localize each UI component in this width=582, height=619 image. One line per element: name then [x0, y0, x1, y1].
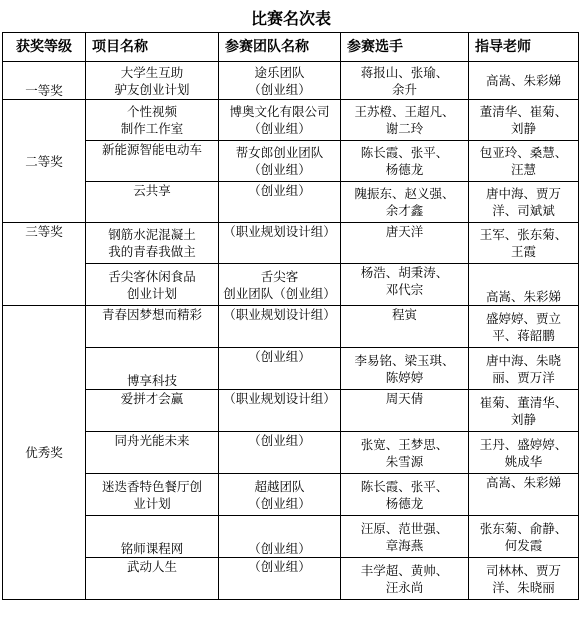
project-name: 铭师课程网	[86, 516, 219, 558]
teacher: 高嵩、朱彩娣	[469, 62, 579, 100]
team-name: 博奥文化有限公司 （创业组）	[219, 100, 341, 141]
team-name: （职业规划设计组）	[219, 306, 341, 348]
project-name: 钢筋水泥混凝土 我的青春我做主	[86, 223, 219, 264]
table-row	[3, 474, 579, 516]
teacher: 张东菊、俞静、 何发霞	[469, 516, 579, 558]
teacher: 王丹、盛婷婷、 姚成华	[469, 432, 579, 474]
project-name: 迷迭香特色餐厅创 业计划	[86, 474, 219, 516]
award-level: 三等奖	[3, 223, 86, 306]
players: 张宽、王梦思、 朱雪源	[341, 432, 469, 474]
project-name: 青春因梦想而精彩	[86, 306, 219, 348]
project-name: 爱拼才会赢	[86, 390, 219, 432]
project-name: 舌尖客休闲食品 创业计划	[86, 264, 219, 306]
project-name: 个性视频 制作工作室	[86, 100, 219, 141]
table-row	[3, 390, 579, 432]
table-row	[3, 558, 579, 600]
table-title: 比赛名次表	[250, 9, 331, 28]
players: 杨浩、胡秉涛、 邓代宗	[341, 264, 469, 306]
table-row	[3, 62, 579, 100]
players: 李易铭、梁玉琪、 陈婷婷	[341, 348, 469, 390]
team-name: （创业组）	[219, 558, 341, 600]
team-name: 途乐团队 （创业组）	[219, 62, 341, 100]
players: 陈长霞、张平、 杨德龙	[341, 141, 469, 182]
header-teacher: 指导老师	[469, 33, 579, 62]
teacher: 董清华、崔菊、 刘静	[469, 100, 579, 141]
players: 蒋报山、张瑜、 余升	[341, 62, 469, 100]
award-level: 优秀奖	[3, 306, 86, 600]
players: 汪原、范世强、 章海燕	[341, 516, 469, 558]
teacher: 高嵩、朱彩娣	[469, 474, 579, 516]
team-name: 超越团队 （创业组）	[219, 474, 341, 516]
award-level: 二等奖	[3, 100, 86, 223]
teacher: 王军、张东菊、 王霞	[469, 223, 579, 264]
players: 丰学超、黄帅、 汪永尚	[341, 558, 469, 600]
table-row	[3, 100, 579, 141]
players: 唐天洋	[341, 223, 469, 264]
header-row	[3, 33, 579, 62]
players: 程寅	[341, 306, 469, 348]
table-row	[3, 348, 579, 390]
team-name: （职业规划设计组）	[219, 223, 341, 264]
header-level: 获奖等级	[3, 33, 86, 62]
team-name: 舌尖客 创业团队（创业组）	[219, 264, 341, 306]
teacher: 唐中海、朱晓 丽、贾万洋	[469, 348, 579, 390]
players: 王苏橙、王超凡、 谢二玲	[341, 100, 469, 141]
team-name: （创业组）	[219, 348, 341, 390]
team-name: 帮女郎创业团队 （创业组）	[219, 141, 341, 182]
table-row	[3, 182, 579, 223]
teacher: 司林林、贾万 洋、朱晓丽	[469, 558, 579, 600]
project-name: 新能源智能电动车	[86, 141, 219, 182]
team-name: （创业组）	[219, 432, 341, 474]
players: 隗振东、赵义强、 余才鑫	[341, 182, 469, 223]
table-row	[3, 223, 579, 264]
players: 陈长霞、张平、 杨德龙	[341, 474, 469, 516]
project-name: 同舟光能未来	[86, 432, 219, 474]
project-name: 武动人生	[86, 558, 219, 600]
players: 周天倩	[341, 390, 469, 432]
team-name: （创业组）	[219, 516, 341, 558]
project-name: 博享科技	[86, 348, 219, 390]
teacher: 唐中海、贾万 洋、司斌斌	[469, 182, 579, 223]
header-players: 参赛选手	[341, 33, 469, 62]
award-level: 一等奖	[3, 62, 86, 100]
teacher: 包亚玲、桑慧、 汪慧	[469, 141, 579, 182]
table-row	[3, 264, 579, 306]
team-name: （创业组）	[219, 182, 341, 223]
table-row	[3, 516, 579, 558]
teacher: 盛婷婷、贾立 平、蒋韶鹏	[469, 306, 579, 348]
table-row	[3, 432, 579, 474]
team-name: （职业规划设计组）	[219, 390, 341, 432]
teacher: 高嵩、朱彩娣	[469, 264, 579, 306]
teacher: 崔菊、董清华、 刘静	[469, 390, 579, 432]
header-team: 参赛团队名称	[219, 33, 341, 62]
table-row	[3, 306, 579, 348]
table-row	[3, 141, 579, 182]
project-name: 大学生互助 驴友创业计划	[86, 62, 219, 100]
ranking-table	[2, 32, 579, 600]
project-name: 云共享	[86, 182, 219, 223]
header-project: 项目名称	[86, 33, 219, 62]
